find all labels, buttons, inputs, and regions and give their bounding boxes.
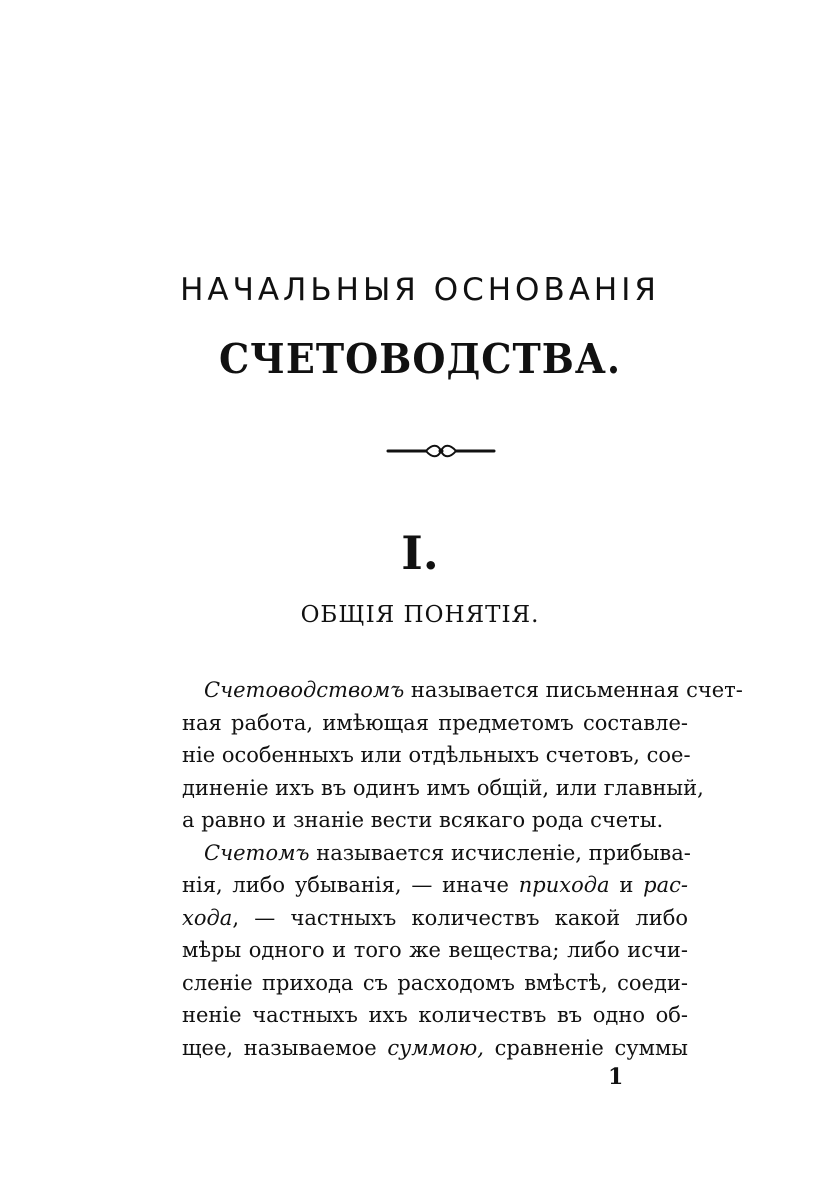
text-line — [182, 902, 688, 935]
italic-term: прихода — [518, 873, 610, 897]
italic-term: Счетоводствомъ — [204, 678, 405, 702]
section-number: I. — [401, 526, 439, 580]
title-line-1: НАЧАЛЬНЫЯ ОСНОВАНIЯ — [180, 272, 660, 308]
ornament-divider — [386, 440, 496, 462]
text-span: щее, называемое — [182, 1035, 388, 1060]
text-line: ная работа, имѣющая предметомъ составле- — [182, 710, 688, 735]
title-line-2: СЧЕТОВОДСТВА. — [218, 334, 622, 383]
text-line: нiе особенныхъ или отдѣльныхъ счетовъ, сое- — [182, 743, 691, 767]
text-line: мѣры одного и того же вещества; либо исчи- — [182, 938, 688, 962]
text-line — [182, 869, 688, 902]
italic-term: суммою, — [387, 1035, 484, 1060]
text-span: называется исчисленiе, прибыва- — [309, 840, 691, 865]
text-line — [182, 674, 743, 707]
page-number: 1 — [608, 1064, 624, 1090]
text-span: называется письменная счет- — [404, 678, 743, 702]
italic-term: рас- — [643, 873, 688, 897]
text-span: нiя, либо убыванiя, — иначе — [182, 873, 519, 897]
text-span: и — [609, 873, 644, 897]
text-line — [182, 1032, 688, 1065]
body-text — [182, 674, 743, 1064]
text-line: сленiе прихода съ расходомъ вмѣстѣ, соеди- — [182, 970, 688, 995]
text-line: диненiе ихъ въ одинъ имъ общiй, или главный, — [182, 775, 704, 800]
text-line: ненiе частныхъ ихъ количествъ въ одно об- — [182, 1003, 688, 1027]
text-line — [182, 837, 691, 870]
section-title: ОБЩIЯ ПОНЯТIЯ. — [300, 602, 540, 628]
text-line: а равно и знанiе вести всякаго рода счеты. — [182, 808, 664, 832]
text-span: сравненiе суммы — [483, 1035, 688, 1060]
text-span: , — частныхъ количествъ какой либо — [232, 905, 688, 930]
italic-term: Счетомъ — [204, 840, 310, 865]
italic-term: хода — [182, 905, 233, 930]
